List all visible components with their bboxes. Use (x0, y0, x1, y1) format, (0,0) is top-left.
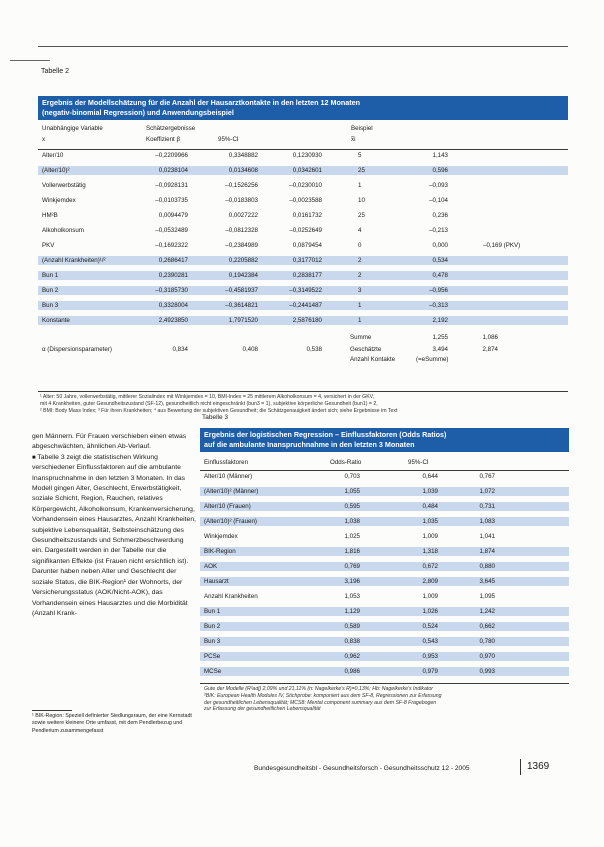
table-row (200, 622, 569, 631)
table2-col-beta: Koeffizient β (146, 136, 181, 143)
table3-cell-factor: Hausarzt (204, 578, 229, 585)
page-footer-separator (520, 759, 521, 775)
table2-cell-ci-low: 0,0134608 (228, 167, 258, 174)
table2-cell-xi: 2 (358, 257, 362, 264)
table2-col-x: x (42, 136, 46, 143)
footnote-rule (32, 710, 72, 711)
table2-cell-ci-low: –0,1526256 (225, 182, 258, 189)
table2-cell-ci-high: 0,0342601 (292, 167, 322, 174)
table3-cell-factor: Bun 1 (204, 608, 221, 615)
table2-cell-ci-high: –0,3149522 (289, 287, 322, 294)
table2-cell-value: 0,478 (432, 272, 448, 279)
table2-alpha-b: 0,834 (172, 346, 188, 353)
table3-cell-ci-high: 1,041 (479, 533, 495, 540)
table3-cell-ci-high: 3,645 (479, 578, 495, 585)
footnote: ¹ BIK-Region: Speziell definierter Siedlungsraum, der eine Kernstadt sowie weitere kleinere Orte umfasst, mit dem Pendlerbezug und Pendlerium zusammengefasst (32, 713, 192, 734)
table2-cell-beta: –0,0532489 (155, 227, 188, 234)
table2-cell-variable: (Anzahl Krankheiten)¹/² (42, 257, 106, 264)
table2-alpha-hi: 0,538 (306, 346, 322, 353)
table2-cell-value: 1,143 (432, 152, 448, 159)
table2-anzahl-label: Anzahl Kontakte (350, 356, 396, 363)
table2-cell-value: –0,093 (429, 182, 448, 189)
table2-cell-ci-high: –0,0252649 (289, 227, 322, 234)
table2-cell-ci-low: 0,0027222 (228, 212, 258, 219)
table2-cell-ci-high: –0,0023588 (289, 197, 322, 204)
table3-cell-ci-high: 1,072 (479, 488, 495, 495)
table3-cell-or: 0,769 (344, 563, 360, 570)
table3-cell-factor: (Alter/10)² (Frauen) (204, 518, 257, 525)
table3-bottom-rule (200, 683, 569, 684)
table2-cell-ci-high: –0,2441487 (289, 302, 322, 309)
table2-cell-variable: Alkoholkonsum (42, 227, 84, 234)
table2-cell-variable: Vollerwerbstätig (42, 182, 86, 189)
table2-cell-ci-high: 0,3177012 (292, 257, 322, 264)
table2-col-example: Beispiel (351, 125, 373, 132)
table3-cell-or: 1,129 (344, 608, 360, 615)
table2-cell-ci-low: –0,3614821 (225, 302, 258, 309)
table2-cell-variable: Bun 3 (42, 302, 59, 309)
table2-cell-xi: 4 (358, 227, 362, 234)
table2-cell-ci-low: –0,4581937 (225, 287, 258, 294)
table3-cell-or: 0,595 (344, 503, 360, 510)
table2-body (38, 151, 568, 363)
table2-header (38, 123, 568, 149)
table-row (38, 271, 568, 280)
table2-title-line2: (negativ-binomial Regression) und Anwendungsbeispiel (42, 108, 234, 117)
table-row (38, 181, 568, 190)
table2-cell-beta: 0,0238104 (158, 167, 188, 174)
table3-title-line1: Ergebnis der logistischen Regression – Einflussfaktoren (Odds Ratios) (204, 430, 447, 439)
body-paragraph-2 (32, 453, 196, 620)
table3-header (200, 456, 569, 468)
table-row (200, 532, 569, 541)
table2-col-ci: 95%-CI (218, 136, 239, 143)
table3-cell-ci-low: 1,009 (422, 533, 438, 540)
table2-cell-variable: Alter/10 (42, 152, 64, 159)
table2-cell-value: 2,192 (432, 317, 448, 324)
table3-cell-or: 1,055 (344, 488, 360, 495)
table3-cell-or: 1,053 (344, 593, 360, 600)
table2-cell-ci-high: 2,5876180 (292, 317, 322, 324)
table-row (38, 226, 568, 235)
table3-cell-factor: (Alter/10)² (Männer) (204, 488, 259, 495)
table3-cell-ci-high: 0,880 (479, 563, 495, 570)
table2-cell-ci-low: 1,7971520 (228, 317, 258, 324)
table3-cell-ci-high: 0,993 (479, 668, 495, 675)
table3-cell-ci-low: 0,979 (422, 668, 438, 675)
table-row (200, 637, 569, 646)
table2-cell-ci-high: 0,2838177 (292, 272, 322, 279)
table3-cell-ci-high: 0,780 (479, 638, 495, 645)
table3-cell-factor: PCSe (204, 653, 221, 660)
table2-title (38, 96, 568, 120)
table-row (38, 286, 568, 295)
table2-bottom-rule (38, 391, 568, 392)
table2-cell-xi: 5 (358, 152, 362, 159)
table2-col-xi: x̃i (351, 136, 356, 143)
table3-cell-ci-low: 1,039 (422, 488, 438, 495)
table2-cell-value: –0,213 (429, 227, 448, 234)
table3-cell-ci-low: 2,809 (422, 578, 438, 585)
table2-cell-variable: HM²B (42, 212, 58, 219)
table3-col-factor: Einflussfaktoren (204, 459, 249, 466)
table2-sum-extra: 1,086 (482, 334, 498, 341)
table2-cell-beta: –0,3185730 (155, 287, 188, 294)
table2-alpha-row (38, 345, 568, 354)
table2-cell-beta: –0,1692322 (155, 242, 188, 249)
table-row (200, 547, 569, 556)
table2-cell-variable: Bun 2 (42, 287, 59, 294)
table3-cell-ci-low: 0,644 (422, 473, 438, 480)
table3-cell-ci-low: 0,953 (422, 653, 438, 660)
table-row (200, 517, 569, 526)
table-row (200, 562, 569, 571)
table2-cell-beta: 2,4923850 (158, 317, 188, 324)
table2-note2: mit 4 Krankheiten, guter Gesundheitszustand (SF-12), gesundheitlich nicht eingeschränkt (bun3 = 1), subjektive körperliche Gesundheit (bun1) = 2, (40, 400, 378, 407)
table3-cell-or: 1,038 (344, 518, 360, 525)
table2-cell-ci-low: –0,0812328 (225, 227, 258, 234)
table2-cell-value: 0,000 (432, 242, 448, 249)
table2-cell-variable: Konstante (42, 317, 70, 324)
table-row (200, 472, 569, 481)
table2-cell-xi: 3 (358, 287, 362, 294)
table3-cell-factor: Bun 3 (204, 638, 221, 645)
table2-note1: ¹ Alter: 50 Jahre, vollerwerbstätig, mittlerer Sozialindex mit Winkjemdex = 10, BMI-Index = 25 mittlerem Alkoholkonsum = 4, versichert in der GKV, (40, 394, 375, 400)
table3-cell-or: 1,816 (344, 548, 360, 555)
table2-cell-xi: 1 (358, 302, 362, 309)
table2-anzahl-row (38, 355, 568, 364)
table2-cell-xi: 2 (358, 272, 362, 279)
table2-cell-ci-low: 0,3348882 (228, 152, 258, 159)
table3-label: Tabelle 3 (202, 414, 229, 421)
table2-cell-xi: 25 (358, 212, 365, 219)
page-footer: Bundesgesundheitsbl - Gesundheitsforsch - Gesundheitsschutz 12 - 2005 (254, 765, 470, 772)
table3-cell-ci-high: 0,731 (479, 503, 495, 510)
table2-cell-value: 0,534 (432, 257, 448, 264)
table3-col-or: Odds-Ratio (330, 459, 362, 466)
table2-sum-value: 1,255 (432, 334, 448, 341)
table2-label: Tabelle 2 (41, 68, 70, 75)
table2-note3: ² BMI: Body Mass Index; ³ Für ihren Krankheiten; ⁴ aus Bewertung der subjektiven Gesundheit; die Schätzgenauigkeit ändert sich; siehe Ergebnisse im Text (40, 407, 398, 414)
table3-cell-factor: MCSe (204, 668, 222, 675)
table2-cell-value: 0,236 (432, 212, 448, 219)
table2-header-rule (38, 149, 568, 150)
table3-note4: zur Erfassung der gesundheitlichen Lebensqualität (204, 706, 321, 713)
table2-cell-ci-high: 0,1230930 (292, 152, 322, 159)
table-row (200, 667, 569, 676)
table2-cell-xi: 1 (358, 317, 362, 324)
table3-cell-ci-low: 1,026 (422, 608, 438, 615)
table2-cell-value: 0,596 (432, 167, 448, 174)
table3-note3: der gesundheitlichen Lebensqualität; MCS8: Mental component summary aus dem SF-8 Fragebogen (204, 699, 437, 706)
table3-cell-or: 0,589 (344, 623, 360, 630)
table3-cell-ci-low: 0,672 (422, 563, 438, 570)
table2-cell-ci-high: 0,0161732 (292, 212, 322, 219)
table-row (200, 487, 569, 496)
table2-col-variable: Unabhängige Variable (42, 125, 103, 132)
table-row (38, 196, 568, 205)
table3-cell-ci-high: 0,662 (479, 623, 495, 630)
table2-cell-beta: –0,0928131 (155, 182, 188, 189)
table3-cell-factor: BIK-Region (204, 548, 236, 555)
table2-cell-value: –0,313 (429, 302, 448, 309)
table3-cell-ci-low: 1,035 (422, 518, 438, 525)
table3-cell-or: 0,703 (344, 473, 360, 480)
table3-cell-factor: Anzahl Krankheiten (204, 593, 258, 600)
table2-cell-beta: 0,0094479 (158, 212, 188, 219)
table2-sum-row (38, 333, 568, 342)
table2-cell-beta: –0,2209966 (155, 152, 188, 159)
table2-cell-variable: PKV (42, 242, 55, 249)
table2-sum-label: Summe (350, 334, 372, 341)
table3-cell-ci-high: 1,874 (479, 548, 495, 555)
table2-cell-ci-low: –0,0183803 (225, 197, 258, 204)
table3-body (200, 472, 569, 682)
table2-cell-ci-low: –0,2384989 (225, 242, 258, 249)
table2-cell-xi: 10 (358, 197, 365, 204)
table3-notes (204, 686, 568, 713)
table2-cell-value: –0,104 (429, 197, 448, 204)
body-text (32, 432, 196, 619)
page-number: 1369 (527, 761, 550, 772)
table2-cell-extra: –0,169 (PKV) (483, 242, 521, 249)
table2-cell-beta: 0,2686417 (158, 257, 188, 264)
table2-cell-value: –0,956 (429, 287, 448, 294)
table3-cell-or: 0,986 (344, 668, 360, 675)
table-row (38, 166, 568, 175)
top-rule (38, 46, 568, 47)
table2-cell-xi: 1 (358, 182, 362, 189)
table-row (38, 301, 568, 310)
table3-title (200, 428, 569, 452)
table2-cell-variable: Bun 1 (42, 272, 59, 279)
table-row (200, 592, 569, 601)
table3-cell-factor: AOK (204, 563, 218, 570)
top-rule-secondary (10, 60, 50, 61)
table3-title-line2: auf die ambulante Inanspruchnahme in den letzten 3 Monaten (204, 440, 415, 449)
table2-formula: (=eSumme) (416, 356, 449, 363)
table2-title-line1: Ergebnis der Modellschätzung für die Anzahl der Hausarztkontakte in den letzten 12 Monaten (42, 98, 361, 107)
table-row (200, 607, 569, 616)
table3-cell-factor: Bun 2 (204, 623, 221, 630)
table3-cell-ci-high: 1,242 (479, 608, 495, 615)
table2-col-estimates: Schätzergebnisse (146, 125, 196, 132)
table-row (38, 151, 568, 160)
table3-cell-factor: Alter/10 (Frauen) (204, 503, 251, 510)
table3-cell-or: 0,838 (344, 638, 360, 645)
table2-cell-beta: 0,2390281 (158, 272, 188, 279)
table3-cell-factor: Alter/10 (Männer) (204, 473, 253, 480)
table3-cell-ci-low: 0,484 (422, 503, 438, 510)
table2-cell-ci-high: 0,0879454 (292, 242, 322, 249)
table3-cell-ci-low: 1,009 (422, 593, 438, 600)
table3-cell-or: 3,196 (344, 578, 360, 585)
table3-header-rule (200, 470, 569, 471)
table-row (38, 241, 568, 250)
table2-alpha-lo: 0,408 (242, 346, 258, 353)
table-row (200, 502, 569, 511)
table2-cell-xi: 0 (358, 242, 362, 249)
table3-col-ci: 95%-CI (408, 459, 429, 466)
table2-cell-beta: 0,3328004 (158, 302, 188, 309)
table3-cell-ci-low: 1,318 (422, 548, 438, 555)
table3-cell-ci-low: 0,524 (422, 623, 438, 630)
table2-cell-variable: (Alter/10)² (42, 167, 70, 174)
table2-geschaetzte-value: 3,494 (432, 346, 448, 353)
table3-cell-ci-high: 0,767 (479, 473, 495, 480)
table2-geschaetzte-label: Geschätzte (350, 346, 382, 353)
table2-cell-xi: 25 (358, 167, 365, 174)
table2-cell-ci-low: 0,1942384 (228, 272, 258, 279)
table2-geschaetzte-extra: 2,874 (482, 346, 498, 353)
table2-cell-variable: Winkjemdex (42, 197, 76, 204)
table3-cell-ci-high: 1,083 (479, 518, 495, 525)
table-row (200, 652, 569, 661)
table3-cell-factor: Winkjemdex (204, 533, 238, 540)
table-row (38, 256, 568, 265)
paragraph-marker-icon: ■ (32, 454, 36, 461)
table2-cell-ci-low: 0,2205882 (228, 257, 258, 264)
table2-cell-ci-high: –0,0230010 (289, 182, 322, 189)
table3-cell-or: 1,025 (344, 533, 360, 540)
table-row (38, 211, 568, 220)
table-row (38, 316, 568, 325)
table2-cell-beta: –0,0103735 (155, 197, 188, 204)
table2-alpha-label: α (Dispersionsparameter) (42, 346, 112, 353)
table3-cell-ci-high: 1,095 (479, 593, 495, 600)
body-paragraph-1: gen Männern. Für Frauen verschieben einen etwas abgeschwächten, ähnlichen Ab-Verlauf. (32, 433, 187, 451)
table3-note2: ²BIK: European Health Modules IV, Stichprobe: komponiert aus dem SF-8, Regressionen zur Erfassung (204, 692, 442, 699)
table3-note1: Gute der Modelle (R²adj) 2,09% und 21,11% (n: Nagelkerke's R)=0,13%; Hb: Nagelkerke's Indikator (204, 686, 433, 692)
body-paragraph-2-text: Tabelle 3 zeigt die statistischen Wirkung verschiedener Einflussfaktoren auf die ambulante Inanspruchnahme in den letzten 3 Monaten. In das Modell gingen Alter, Geschlecht, Erwerbstätigkeit, soziale Schicht, Region, Rauchen, relatives Körpergewicht, Alkoholkonsum, Krankenversicherung, Vorhandensein eines Hausarztes, Anzahl Krankheiten, subjektive Lebensqualität, Selbsteinschätzung des Gesundheitszustands und Schmerzbeschwerdung ein. Dargestellt werden in der Tabelle nur die signifikanten Effekte (ist Frauen nicht ersichtlich ist). Darunter haben neben Alter und Geschlecht der soziale Status, die BIK-Region¹ der Wohnorts, der Versicherungsstatus (AOK/Nicht-AOK), das Vorhandensein eines Hausarztes und die Morbidität (Anzahl Krank- (32, 453, 196, 617)
table-row (200, 577, 569, 586)
table3-cell-or: 0,962 (344, 653, 360, 660)
table3-cell-ci-low: 0,543 (422, 638, 438, 645)
table3-cell-ci-high: 0,970 (479, 653, 495, 660)
table2-notes (40, 394, 566, 414)
